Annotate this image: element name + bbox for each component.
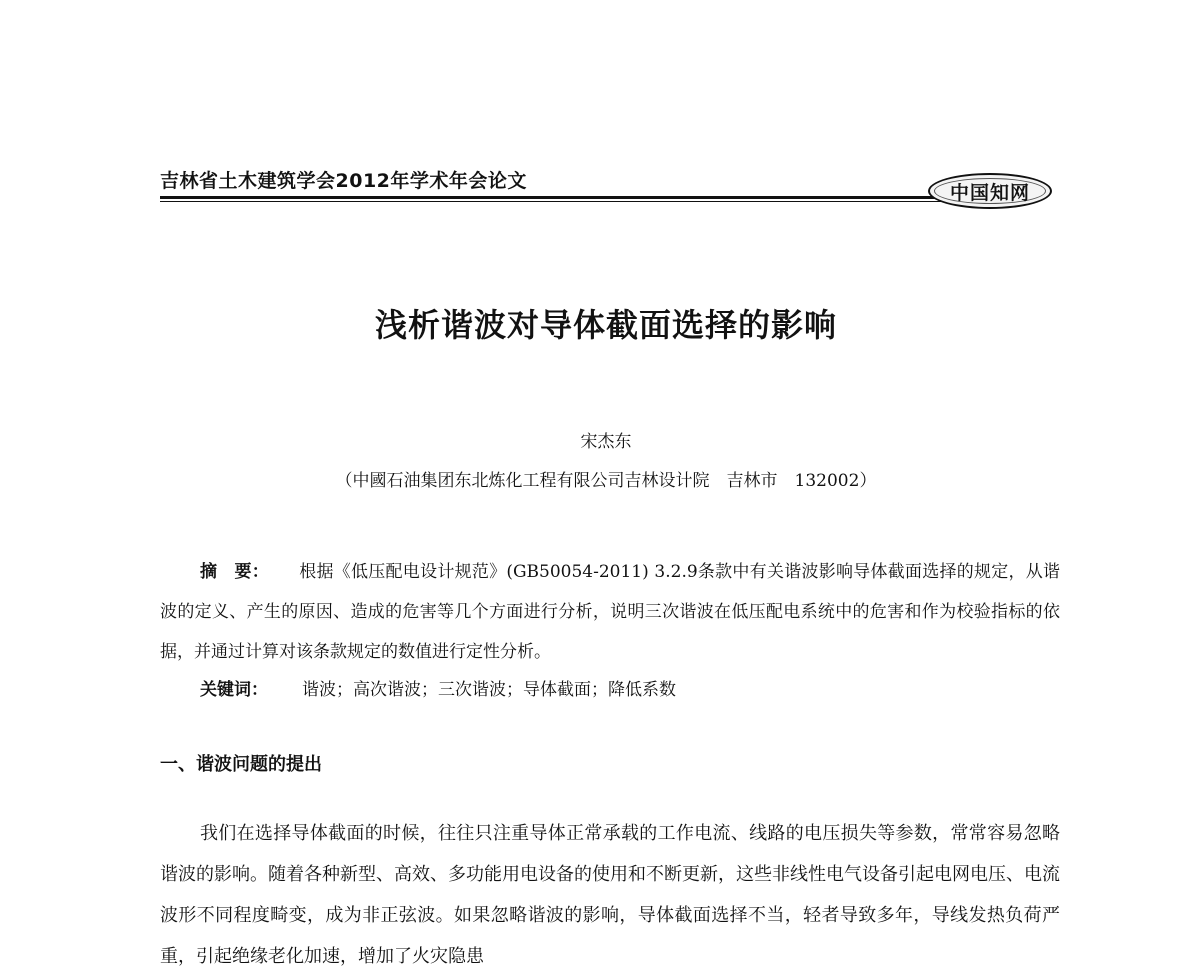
- cnki-logo-text: 中国知网: [949, 181, 1030, 204]
- cnki-logo: [928, 173, 1052, 209]
- paper-title: 浅析谐波对导体截面选择的影响: [374, 306, 837, 344]
- author-affiliation: （中國石油集团东北炼化工程有限公司吉林设计院 吉林市 132002）: [335, 471, 877, 491]
- keywords-text: 谐波；高次谐波；三次谐波；导体截面；降低系数: [302, 680, 676, 700]
- section-paragraph: 我们在选择导体截面的时候，往往只注重导体正常承载的工作电流、线路的电压损失等参数，常常容易忽略谐波的影响。随着各种新型、高效、多功能用电设备的使用和不断更新，这些非线性电气设备引起电网电压、电流波形不同程度畸变，成为非正弦波。如果忽略谐波的影响，导体截面选择不当，轻者导致多年，导线发热负荷严重，引起绝缘老化加速，增加了火灾隐患: [160, 823, 1060, 967]
- header-rule-thin: [160, 201, 950, 202]
- journal-header: 吉林省土木建筑学会2012年学术年会论文: [160, 170, 527, 192]
- keywords-label: 关键词：: [200, 680, 268, 700]
- section-heading: 一、谐波问题的提出: [160, 754, 322, 775]
- abstract: [160, 552, 1060, 672]
- keywords: [200, 670, 1060, 710]
- abstract-label: 摘 要：: [200, 562, 270, 582]
- header-rule-thick: [160, 196, 950, 199]
- author-name: 宋杰东: [580, 432, 632, 452]
- abstract-text: 根据《低压配电设计规范》(GB50054-2011) 3.2.9条款中有关谐波影响导体截面选择的规定，从谐波的定义、产生的原因、造成的危害等几个方面进行分析，说明三次谐波在低压配电系统中的危害和作为校验指标的依据，并通过计算对该条款规定的数值进行定性分析。: [160, 562, 1061, 662]
